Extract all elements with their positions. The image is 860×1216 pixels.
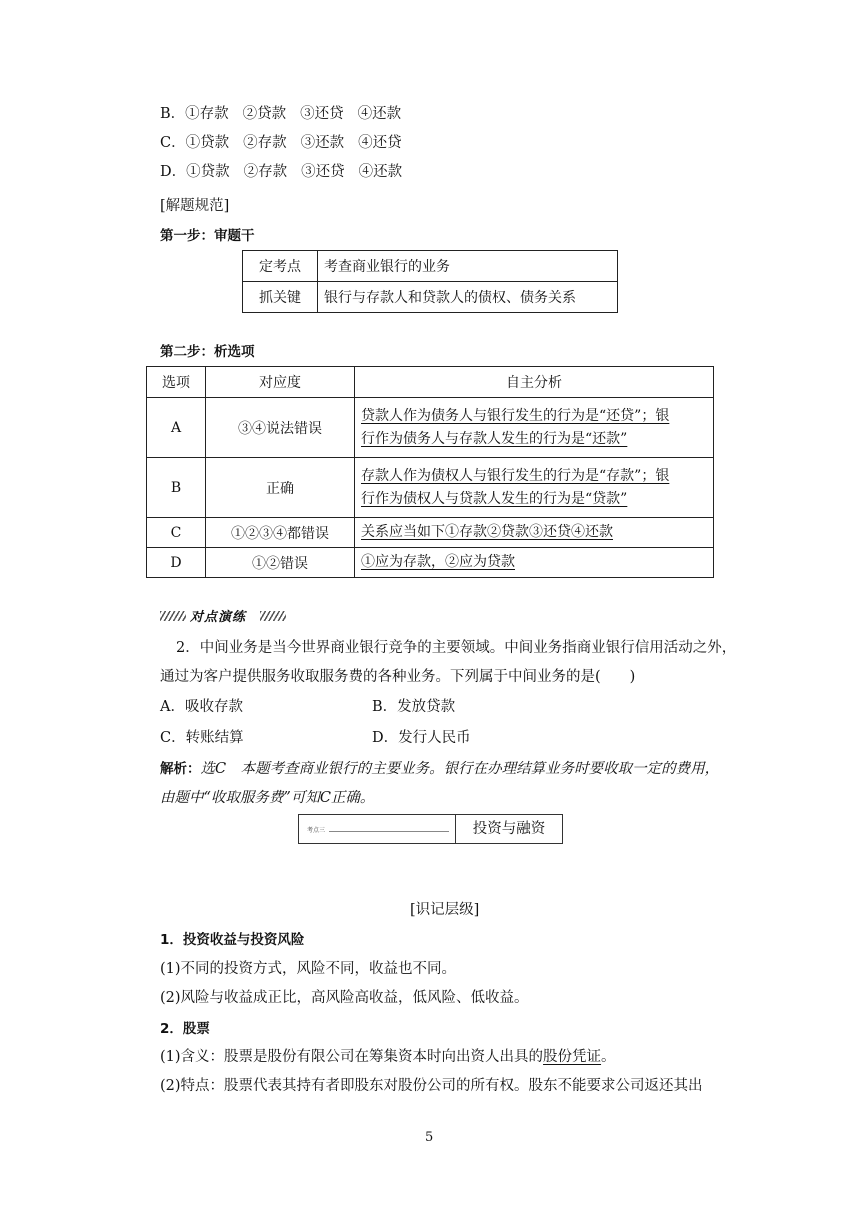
analysis-line: 关系应当如下①存款②贷款③还贷④还款 — [361, 524, 613, 540]
table-header-row — [147, 367, 714, 398]
kp-box-left — [299, 815, 456, 843]
stripe-decoration — [160, 611, 186, 621]
option-item: ①贷款 — [186, 164, 230, 180]
table-row — [147, 398, 714, 458]
analysis-line: ①应为存款，②应为贷款 — [361, 554, 515, 570]
option-letter: D． — [160, 164, 187, 180]
table-header: 自主分析 — [355, 367, 714, 398]
table-cell-value: 考查商业银行的业务 — [318, 251, 618, 282]
analysis-label: 解析： — [160, 761, 201, 777]
option-d-line — [160, 161, 416, 183]
option-item: ③还款 — [300, 135, 345, 151]
choice-d: D．发行人民币 — [372, 730, 471, 746]
stripe-decoration — [260, 611, 286, 621]
knowledge-point-box — [298, 814, 563, 844]
table-row — [147, 548, 714, 578]
option-item: ③还贷 — [300, 106, 344, 122]
analysis-line — [160, 757, 719, 778]
choice-b: B．发放贷款 — [372, 699, 456, 715]
kp-small-label: 考点三 — [307, 827, 326, 834]
step2-table — [146, 366, 714, 578]
option-item: ②存款 — [243, 135, 287, 151]
option-item: ①贷款 — [185, 135, 230, 151]
table-cell-fit: ①②错误 — [206, 548, 355, 578]
option-item: ④还贷 — [358, 135, 402, 151]
p1-suffix: 。 — [601, 1049, 616, 1065]
analysis-text: 选C 本题考查商业银行的主要业务。银行在办理结算业务时要收取一定的费用， — [200, 761, 720, 777]
table-cell-option: B — [147, 458, 206, 518]
choice-a: A．吸收存款 — [160, 699, 243, 715]
step1-table — [242, 250, 618, 313]
section1-heading: 1．投资收益与投资风险 — [160, 932, 305, 948]
table-row — [147, 458, 714, 518]
table-cell-fit: ③④说法错误 — [206, 398, 355, 458]
table-cell-analysis — [355, 398, 714, 458]
practice-label: 对点演练 — [190, 610, 247, 625]
section2-heading: 2．股票 — [160, 1021, 210, 1037]
question-stem-line: 2．中间业务是当今世界商业银行竞争的主要领域。中间业务指商业银行信用活动之外， — [176, 640, 737, 656]
section2-p2: (2)特点：股票代表其持有者即股东对股份公司的所有权。股东不能要求公司返还其出 — [160, 1078, 703, 1094]
option-item: ②存款 — [243, 164, 288, 180]
table-cell-option: A — [147, 398, 206, 458]
table-cell-key: 定考点 — [243, 251, 318, 282]
option-letter: C． — [160, 135, 186, 151]
choice-c: C．转账结算 — [160, 730, 244, 746]
table-row — [243, 251, 618, 282]
option-item: ①存款 — [185, 106, 229, 122]
table-cell-analysis — [355, 548, 714, 578]
step2-title: 第二步：析选项 — [160, 344, 255, 360]
analysis-line: 行作为债务人与存款人发生的行为是“还款” — [361, 430, 628, 447]
question-stem-line: 通过为客户提供服务收取服务费的各种业务。下列属于中间业务的是( ) — [160, 669, 636, 685]
solution-tag: [解题规范] — [160, 198, 230, 214]
practice-banner — [160, 608, 290, 624]
kp-rule — [329, 831, 449, 832]
table-cell-key: 抓关键 — [243, 282, 318, 313]
analysis-text: 由题中“收取服务费”可知C正确。 — [160, 790, 375, 806]
section1-p2: (2)风险与收益成正比，高风险高收益，低风险、低收益。 — [160, 990, 529, 1006]
table-cell-analysis — [355, 518, 714, 548]
section1-p1: (1)不同的投资方式，风险不同，收益也不同。 — [160, 961, 457, 977]
p1-underlined-term: 股份凭证 — [543, 1049, 602, 1065]
option-item: ④还款 — [358, 164, 403, 180]
analysis-line: 存款人作为债权人与银行发生的行为是“存款”；银 — [361, 467, 670, 484]
option-item: ③还贷 — [301, 164, 345, 180]
table-cell-fit: ①②③④都错误 — [206, 518, 355, 548]
table-cell-option: D — [147, 548, 206, 578]
table-cell-analysis — [355, 458, 714, 518]
option-item: ④还款 — [357, 106, 402, 122]
option-item: ②贷款 — [242, 106, 287, 122]
section2-p1 — [160, 1045, 616, 1066]
table-row — [243, 282, 618, 313]
option-letter: B． — [160, 106, 186, 122]
p1-prefix: (1)含义：股票是股份有限公司在筹集资本时向出资人出具的 — [160, 1049, 544, 1065]
kp-title: 投资与融资 — [472, 821, 546, 837]
table-header: 对应度 — [206, 367, 355, 398]
table-header: 选项 — [147, 367, 206, 398]
option-b-line — [160, 103, 415, 125]
table-row — [147, 518, 714, 548]
analysis-line: 贷款人作为债务人与银行发生的行为是“还贷”；银 — [361, 407, 670, 424]
analysis-line: 行作为债权人与贷款人发生的行为是“贷款” — [361, 490, 628, 507]
table-cell-option: C — [147, 518, 206, 548]
table-cell-value: 银行与存款人和贷款人的债权、债务关系 — [318, 282, 618, 313]
memory-level-tag: [识记层级] — [410, 902, 480, 918]
table-cell-fit: 正确 — [206, 458, 355, 518]
option-c-line — [160, 132, 416, 154]
page-number: 5 — [425, 1130, 434, 1145]
step1-title: 第一步：审题干 — [160, 228, 255, 244]
